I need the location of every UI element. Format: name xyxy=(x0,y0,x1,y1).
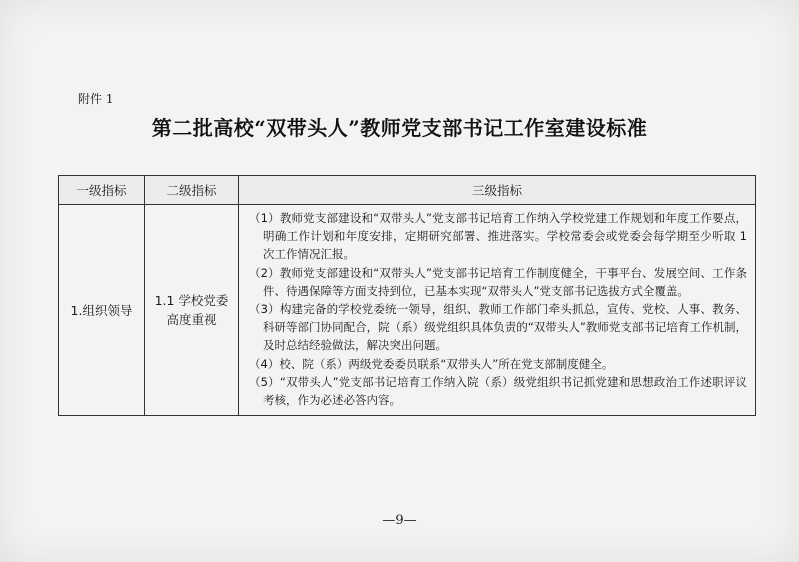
level3-item-1: （1）教师党支部建设和“双带头人”党支部书记培育工作纳入学校党建工作规划和年度工作要点，明确工作计划和年度安排，定期研究部署、推进落实。学校常委会或党委会每学期至少听取 1 次工作情况汇报。 xyxy=(249,211,747,262)
level3-item-3: （3）构建完备的学校党委统一领导，组织、教师工作部门牵头抓总，宣传、党校、人事、教务、科研等部门协同配合，院（系）级党组织具体负责的“双带头人”教师党支部书记培育工作机制，及时总结经验做法，解决突出问题。 xyxy=(249,302,747,353)
level3-cell xyxy=(239,205,756,416)
level3-item-4: （4）校、院（系）两级党委委员联系“双带头人”所在党支部制度健全。 xyxy=(249,356,614,371)
header-level2: 二级指标 xyxy=(145,176,239,205)
header-level1: 一级指标 xyxy=(59,176,145,205)
header-level3: 三级指标 xyxy=(239,176,756,205)
page-title: 第二批高校“双带头人”教师党支部书记工作室建设标准 xyxy=(151,116,648,140)
table-row xyxy=(59,205,756,416)
standards-table xyxy=(58,175,756,416)
level1-cell: 1.组织领导 xyxy=(59,205,145,416)
table-header-row xyxy=(59,176,756,205)
level2-cell xyxy=(145,205,239,416)
level2-line1: 1.1 学校党委 xyxy=(154,293,229,309)
level2-line2: 高度重视 xyxy=(166,312,217,328)
level3-item-2: （2）教师党支部建设和“双带头人”党支部书记培育工作制度健全，干事平台、发展空间、工作条件、待遇保障等方面支持到位，已基本实现“双带头人”党支部书记选拔方式全覆盖。 xyxy=(249,265,747,298)
page-number: —9— xyxy=(382,513,417,528)
attachment-label: 附件 1 xyxy=(78,92,114,106)
level3-item-5: （5）“双带头人”党支部书记培育工作纳入院（系）级党组织书记抓党建和思想政治工作述职评议考核，作为必述必答内容。 xyxy=(249,374,747,408)
